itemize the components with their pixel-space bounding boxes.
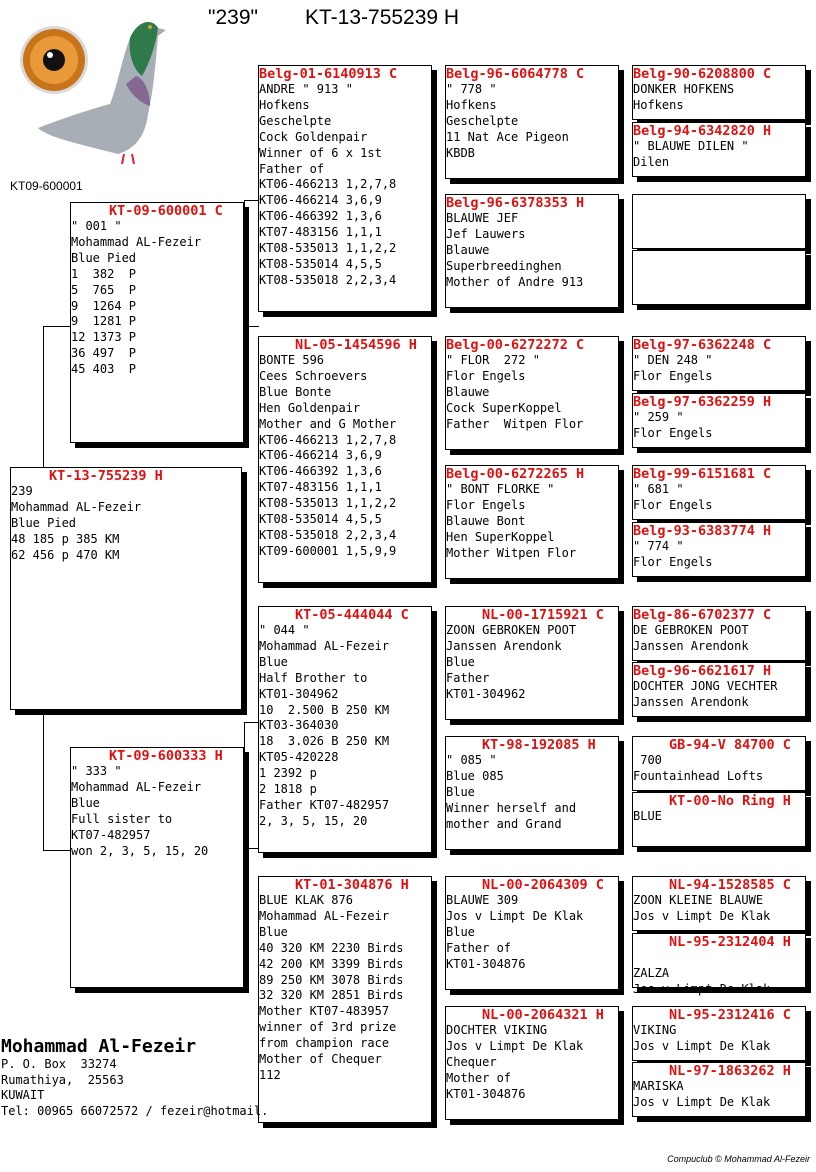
great-grandparent-ring: NL-00-2064309 C: [482, 877, 604, 893]
grandparent-ring: Belg-01-6140913 C: [259, 66, 398, 82]
gg-details: " DEN 248 " Flor Engels: [633, 353, 713, 383]
gg-details: " 774 " Flor Engels: [633, 539, 713, 569]
gg-details: DE GEBROKEN POOT Janssen Arendonk: [633, 623, 749, 653]
sire-details: " 001 " Mohammad AL-Fezeir Blue Pied 1 382 P 5 765 P 9 1264 P 9 1281 P 12 1373 P 36 497 P 45 403 P: [71, 219, 202, 377]
gg-ring: NL-95-2312416 C: [669, 1007, 791, 1023]
great-grandparent-ring: NL-00-2064321 H: [482, 1007, 604, 1023]
grandparent-ring: KT-05-444044 C: [295, 607, 409, 623]
dam-card: [70, 747, 244, 988]
grandparent-card: [258, 65, 432, 312]
great-grandparent-card: [445, 65, 619, 179]
grandparent-ring: KT-01-304876 H: [295, 877, 409, 893]
gg-ring: Belg-96-6621617 H: [633, 663, 772, 679]
gg-card-empty: [632, 250, 806, 305]
gg-card: [632, 522, 806, 577]
grandparent-ring: NL-05-1454596 H: [295, 337, 417, 353]
gg-card: [632, 336, 806, 391]
connector: [43, 326, 71, 327]
great-grandparent-card: [445, 336, 619, 450]
gg-details: " 681 " Flor Engels: [633, 482, 713, 512]
connector: [43, 850, 71, 851]
gg-details: DONKER HOFKENS Hofkens: [633, 82, 735, 112]
gg-card: [632, 1006, 806, 1061]
gg-ring: NL-97-1863262 H: [669, 1063, 791, 1079]
great-grandparent-details: " 778 " Hofkens Geschelpte 11 Nat Ace Pigeon KBDB: [446, 82, 569, 160]
great-grandparent-details: BLAUWE 309 Jos v Limpt De Klak Blue Father of KT01-304876: [446, 893, 584, 971]
gg-card: [632, 792, 806, 847]
owner-block: [1, 1036, 268, 1119]
gg-details: MARISKA Jos v Limpt De Klak: [633, 1079, 771, 1109]
gg-ring: Belg-97-6362248 C: [633, 337, 772, 353]
grandparent-details: BONTE 596 Cees Schroevers Blue Bonte Hen Goldenpair Mother and G Mother KT06-466213 1,2,7,8 KT06-466214 3,6,9 KT06-466392 1,3,6 KT07-483156 1,1,1 KT08-535013 1,1,2,2 KT08-535014 4,5,5 KT08-535018 2,2,3,4 KT09-600001 1,5,9,9: [259, 353, 397, 558]
gg-card: [632, 465, 806, 520]
great-grandparent-details: " 085 " Blue 085 Blue Winner herself and mother and Grand: [446, 753, 577, 831]
great-grandparent-ring: Belg-96-6064778 C: [446, 66, 585, 82]
gg-card: [632, 933, 806, 996]
great-grandparent-card: [445, 465, 619, 579]
gg-details: ZOON KLEINE BLAUWE Jos v Limpt De Klak: [633, 893, 771, 923]
credit: Compuclub © Mohammad Al-Fezeir: [667, 1154, 810, 1164]
dam-ring: KT-09-600333 H: [109, 748, 223, 764]
gg-details: 700 Fountainhead Lofts: [633, 753, 764, 783]
great-grandparent-details: ZOON GEBROKEN POOT Janssen Arendonk Blue Father KT01-304962: [446, 623, 577, 701]
great-grandparent-details: BLAUWE JEF Jef Lauwers Blauwe Superbreedinghen Mother of Andre 913: [446, 211, 584, 289]
gg-details: ZALZA Jos v Limpt De Klak: [633, 965, 771, 996]
gg-ring: NL-94-1528585 C: [669, 877, 791, 893]
gg-ring: NL-95-2312404 H: [669, 934, 791, 950]
gg-card: [632, 122, 806, 177]
sire-card: [70, 202, 244, 443]
gg-ring: Belg-93-6383774 H: [633, 523, 772, 539]
pigeon-eye-logo: [18, 14, 168, 166]
subject-ring: KT-13-755239 H: [49, 468, 163, 484]
great-grandparent-ring: Belg-00-6272272 C: [446, 337, 585, 353]
owner-address: P. O. Box 33274 Rumathiya, 25563 KUWAIT Tel: 00965 66072572 / fezeir@hotmail.: [1, 1057, 269, 1118]
gg-ring: Belg-86-6702377 C: [633, 607, 772, 623]
pigeon-name: "239": [208, 6, 258, 29]
great-grandparent-details: " BONT FLORKE " Flor Engels Blauwe Bont Hen SuperKoppel Mother Witpen Flor: [446, 482, 577, 560]
gg-details: DOCHTER JONG VECHTER Janssen Arendonk: [633, 679, 778, 709]
gg-details: VIKING Jos v Limpt De Klak: [633, 1023, 771, 1053]
great-grandparent-ring: Belg-00-6272265 H: [446, 466, 585, 482]
gg-card: [632, 662, 806, 717]
great-grandparent-details: DOCHTER VIKING Jos v Limpt De Klak Chequer Mother of KT01-304876: [446, 1023, 584, 1101]
great-grandparent-card: [445, 1006, 619, 1120]
pigeon-ring-title: KT-13-755239 H: [305, 6, 460, 29]
gg-card: [632, 393, 806, 448]
connector: [244, 722, 259, 723]
connector: [244, 200, 245, 326]
grandparent-card: [258, 876, 432, 1123]
grandparent-details: " 044 " Mohammad AL-Fezeir Blue Half Brother to KT01-304962 10 2.500 B 250 KM KT03-364030 18 3.026 B 250 KM KT05-420228 1 2392 p 2 1818 p Father KT07-482957 2, 3, 5, 15, 20: [259, 623, 390, 828]
gg-ring: Belg-94-6342820 H: [633, 123, 772, 139]
grandparent-details: ANDRE " 913 " Hofkens Geschelpte Cock Goldenpair Winner of 6 x 1st Father of KT06-466213 1,2,7,8 KT06-466214 3,6,9 KT06-466392 1,3,6 KT07-483156 1,1,1 KT08-535013 1,1,2,2 KT08-535014 4,5,5 KT08-535018 2,2,3,4: [259, 82, 397, 287]
photo-caption: KT09-600001: [10, 179, 83, 193]
gg-details: BLUE: [633, 809, 662, 823]
gg-card: [632, 1062, 806, 1117]
sire-ring: KT-09-600001 C: [109, 203, 223, 219]
gg-ring: Belg-99-6151681 C: [633, 466, 772, 482]
gg-card: [632, 65, 806, 120]
grandparent-card: [258, 606, 432, 853]
gg-details: " BLAUWE DILEN " Dilen: [633, 139, 749, 169]
great-grandparent-card: [445, 606, 619, 720]
great-grandparent-card: [445, 194, 619, 308]
dam-details: " 333 " Mohammad AL-Fezeir Blue Full sister to KT07-482957 won 2, 3, 5, 15, 20: [71, 764, 209, 858]
subject-details: 239 Mohammad AL-Fezeir Blue Pied 48 185 p 385 KM 62 456 p 470 KM: [11, 484, 142, 562]
gg-card-empty: [632, 194, 806, 249]
connector: [244, 848, 259, 849]
gg-card: [632, 736, 806, 791]
gg-card: [632, 606, 806, 661]
grandparent-card: [258, 336, 432, 583]
great-grandparent-ring: NL-00-1715921 C: [482, 607, 604, 623]
gg-ring: GB-94-V 84700 C: [669, 737, 791, 753]
gg-ring: Belg-90-6208800 C: [633, 66, 772, 82]
gg-ring: Belg-97-6362259 H: [633, 394, 772, 410]
connector: [244, 722, 245, 848]
owner-name: Mohammad Al-Fezeir: [1, 1036, 197, 1057]
great-grandparent-card: [445, 736, 619, 850]
grandparent-details: BLUE KLAK 876 Mohammad AL-Fezeir Blue 40 320 KM 2230 Birds 42 200 KM 3399 Birds 89 250 KM 3078 Birds 32 320 KM 2851 Birds Mother KT07-483957 winner of 3rd prize from champion race Mother of Chequer 112: [259, 893, 404, 1082]
subject-card: [10, 467, 242, 710]
gg-ring: KT-00-No Ring H: [669, 793, 791, 809]
great-grandparent-ring: Belg-96-6378353 H: [446, 195, 585, 211]
gg-details: " 259 " Flor Engels: [633, 410, 713, 440]
gg-card: [632, 876, 806, 931]
great-grandparent-details: " FLOR 272 " Flor Engels Blauwe Cock SuperKoppel Father Witpen Flor: [446, 353, 584, 431]
connector: [244, 326, 259, 327]
great-grandparent-ring: KT-98-192085 H: [482, 737, 596, 753]
great-grandparent-card: [445, 876, 619, 990]
connector: [244, 200, 259, 201]
